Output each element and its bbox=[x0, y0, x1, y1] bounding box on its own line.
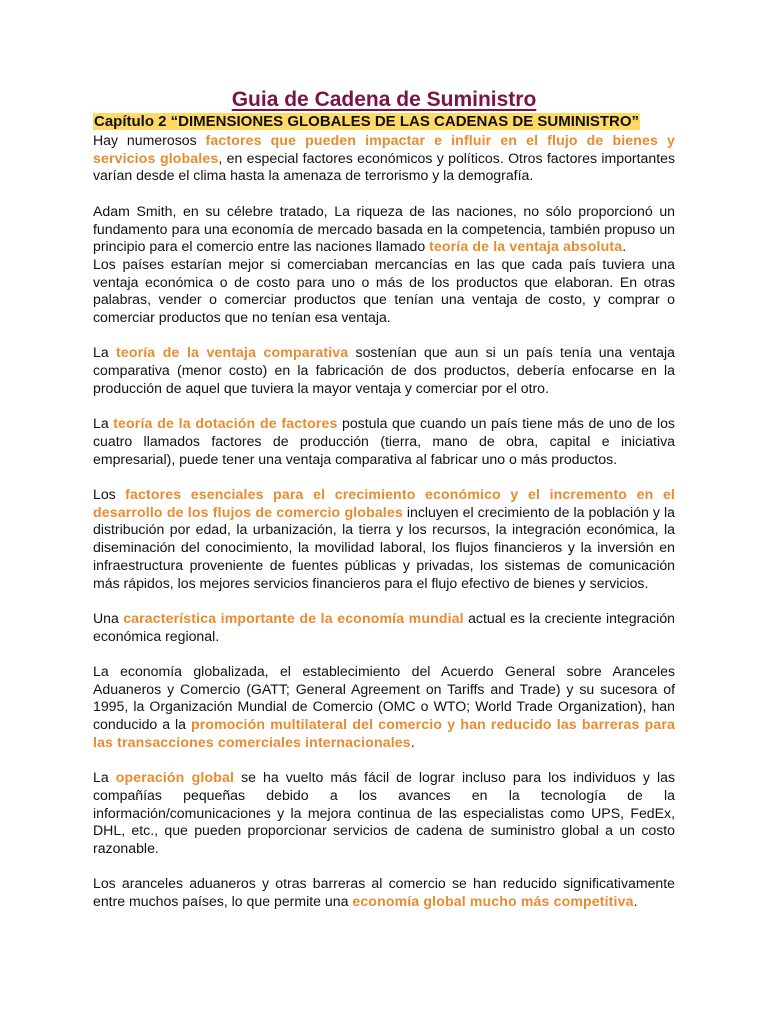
paragraph-10 bbox=[93, 875, 675, 910]
paragraph-text: La economía globalizada, el establecimiento del Acuerdo General sobre Aranceles Aduaneros y Comercio (GATT; General Agreement on Tariffs and Trade) y su sucesora of 1995, la Organización Mundial de Comercio (OMC o WTO; World Trade Organization), han conducido a la bbox=[93, 663, 675, 733]
highlighted-term: teoría de la dotación de factores bbox=[113, 415, 338, 432]
paragraph-9 bbox=[93, 769, 675, 858]
paragraph-1 bbox=[93, 132, 675, 185]
paragraph-text: Los aranceles aduaneros y otras barreras al comercio se han reducido significativamente entre muchos países, lo que permite una bbox=[93, 875, 675, 910]
paragraph-text: . bbox=[633, 893, 638, 910]
paragraph-8 bbox=[93, 663, 675, 752]
document-title: Guia de Cadena de Suministro bbox=[231, 88, 537, 111]
paragraph-text: La bbox=[93, 769, 116, 786]
paragraph-text: se ha vuelto más fácil de lograr incluso para los individuos y las compañías pequeñas debido a los avances en la tecnología de la información/comunicaciones y la mejora continua de las especialistas como UPS, FedEx, DHL, etc., que pueden proporcionar servicios de cadena de suministro global a un costo razonable. bbox=[93, 769, 676, 857]
highlighted-term: economía global mucho más competitiva bbox=[352, 893, 634, 910]
paragraph-text: Hay numerosos bbox=[93, 132, 206, 148]
paragraph-text: . bbox=[410, 733, 415, 750]
paragraph-text: actual es la creciente integración económica regional. bbox=[93, 609, 675, 644]
paragraph-text: Los bbox=[93, 486, 126, 502]
highlighted-term: característica importante de la economía mundial bbox=[123, 609, 464, 626]
highlighted-term: teoría de la ventaja comparativa bbox=[116, 344, 349, 361]
paragraph-text: La bbox=[93, 344, 116, 361]
highlighted-term: factores que pueden impactar e influir en el flujo de bienes y servicios globales bbox=[93, 132, 675, 166]
document-body bbox=[93, 132, 675, 911]
paragraph-text: La bbox=[93, 415, 114, 432]
paragraph-5 bbox=[93, 415, 675, 468]
paragraph-text: incluyen el crecimiento de la población y la distribución por edad, la urbanización, la tierra y los recursos, la integración económica, la diseminación del conocimiento, la movilidad laboral, los flujos financieros y la inversión en infraestructura proveniente de fuentes públicas y privadas, los sistemas de comunicación más rápidos, los mejores servicios financieros para el flujo efectivo de bienes y servicios. bbox=[93, 503, 675, 591]
paragraph-6 bbox=[93, 486, 675, 592]
paragraph-2 bbox=[93, 203, 675, 256]
highlighted-term: operación global bbox=[115, 769, 235, 786]
paragraph-4 bbox=[93, 344, 675, 397]
highlighted-term: factores esenciales para el crecimiento económico y el incremento en el desarrollo de los flujos de comercio globales bbox=[93, 486, 675, 520]
paragraph-text: Una bbox=[93, 609, 124, 626]
paragraph-7 bbox=[93, 610, 675, 645]
paragraph-text: . bbox=[622, 238, 627, 255]
paragraph-text: postula que cuando un país tiene más de uno de los cuatro llamados factores de producción (tierra, mano de obra, capital e iniciativa empresarial), puede tener una ventaja comparativa al fabricar uno o más productos. bbox=[93, 415, 675, 467]
highlighted-term: promoción multilateral del comercio y han reducido las barreras para las transacciones comerciales internacionales bbox=[93, 716, 676, 750]
paragraph-3 bbox=[93, 256, 675, 327]
chapter-heading: Capítulo 2 “DIMENSIONES GLOBALES DE LAS CADENAS DE SUMINISTRO” bbox=[94, 113, 640, 130]
paragraph-text: Adam Smith, en su célebre tratado, La riqueza de las naciones, no sólo proporcionó un fundamento para una economía de mercado basada en la competencia, también propuso un principio para el comercio entre las naciones llamado bbox=[93, 202, 675, 255]
highlighted-term: teoría de la ventaja absoluta bbox=[429, 238, 623, 255]
paragraph-text: sostenían que aun si un país tenía una ventaja comparativa (menor costo) en la fabricación de dos productos, debería enfocarse en la producción de aquel que tuviera la mayor ventaja y comerciar por el otro. bbox=[93, 344, 675, 396]
paragraph-text: Los países estarían mejor si comerciaban mercancías en las que cada país tuviera una ventaja económica o de costo para uno o más de los productos que elaboran. En otras palabras, vender o comerciar productos que tenían una ventaja de costo, y comprar o comerciar productos que no tenían esa ventaja. bbox=[93, 255, 675, 326]
paragraph-text: , en especial factores económicos y políticos. Otros factores importantes varían desde el clima hasta la amenaza de terrorismo y la demografía. bbox=[93, 149, 675, 184]
